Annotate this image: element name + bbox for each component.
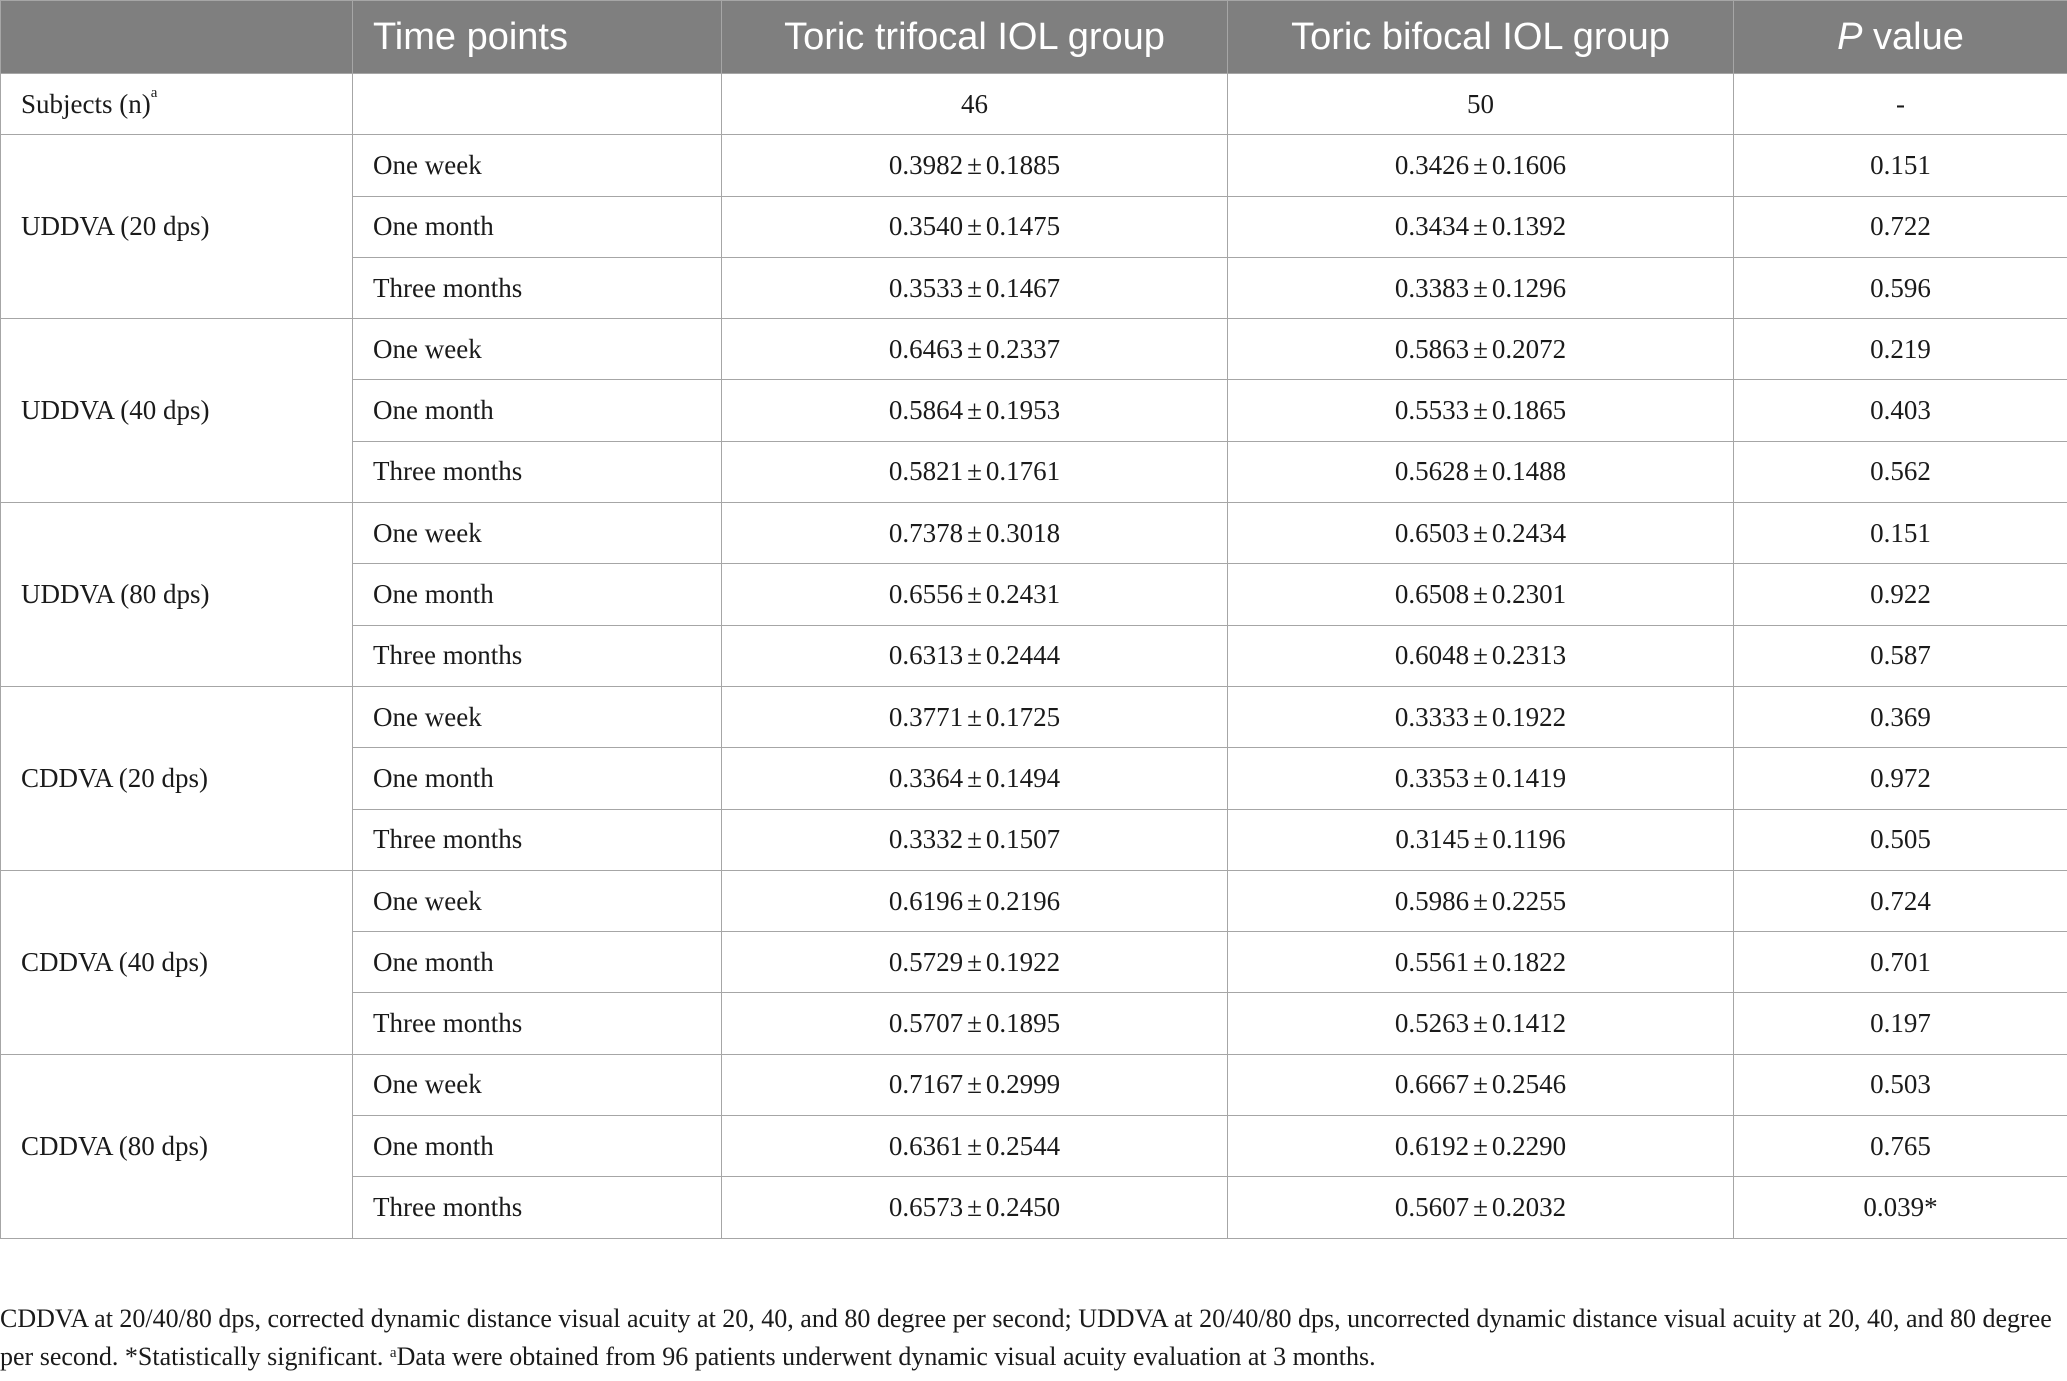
- plus-minus-symbol: ±: [967, 456, 982, 487]
- bifocal-value-cell: [1228, 564, 1734, 625]
- footnote-main: CDDVA at 20/40/80 dps, corrected dynamic distance visual acuity at 20, 40, and 80 degree per second; UDDVA at 20/40/80 dps, uncorrected dynamic distance visual acuity at 20, 40, and 80 degree per second. *Statistically significant.: [0, 1304, 2052, 1371]
- bifocal-sd: 0.1865: [1491, 395, 1567, 426]
- trifocal-mean: 0.7378: [888, 517, 964, 548]
- time-point-cell: One month: [353, 380, 722, 441]
- trifocal-mean: 0.3771: [888, 701, 964, 732]
- table-header: [1, 1, 2067, 74]
- plus-minus-symbol: ±: [1473, 579, 1488, 610]
- trifocal-mean: 0.5821: [888, 456, 964, 487]
- p-value-cell: 0.972: [1734, 748, 2067, 809]
- bifocal-sd: 0.1196: [1492, 824, 1566, 855]
- trifocal-value-cell: [722, 993, 1228, 1054]
- subjects-label-cell: [1, 74, 353, 135]
- p-value-cell: 0.403: [1734, 380, 2067, 441]
- header-row: [1, 1, 2067, 74]
- time-point-cell: Three months: [353, 809, 722, 870]
- plus-minus-symbol: ±: [967, 701, 982, 732]
- bifocal-mean: 0.5863: [1394, 333, 1470, 364]
- p-value-cell: 0.151: [1734, 135, 2067, 196]
- header-time-points: Time points: [353, 1, 722, 74]
- trifocal-mean: 0.6196: [888, 885, 964, 916]
- trifocal-value-cell: [722, 1177, 1228, 1238]
- subjects-bifocal-count: 50: [1228, 74, 1734, 135]
- bifocal-value-cell: [1228, 257, 1734, 318]
- trifocal-value-cell: [722, 625, 1228, 686]
- bifocal-sd: 0.1922: [1491, 701, 1567, 732]
- trifocal-mean: 0.5729: [888, 946, 964, 977]
- time-point-cell: One month: [353, 564, 722, 625]
- subjects-trifocal-count: 46: [722, 74, 1228, 135]
- trifocal-sd: 0.1885: [985, 149, 1061, 180]
- measure-group-label: UDDVA (80 dps): [1, 503, 353, 687]
- bifocal-mean: 0.3145: [1395, 824, 1470, 855]
- p-value-cell: 0.503: [1734, 1054, 2067, 1115]
- trifocal-mean: 0.6463: [888, 333, 964, 364]
- header-trifocal-group: Toric trifocal IOL group: [722, 1, 1228, 74]
- time-point-cell: Three months: [353, 1177, 722, 1238]
- plus-minus-symbol: ±: [1473, 456, 1488, 487]
- time-point-cell: One week: [353, 870, 722, 931]
- bifocal-mean: 0.5628: [1394, 456, 1470, 487]
- plus-minus-symbol: ±: [1473, 1191, 1488, 1222]
- plus-minus-symbol: ±: [967, 272, 982, 303]
- trifocal-value-cell: [722, 1116, 1228, 1177]
- header-p-rest: value: [1862, 15, 1964, 58]
- plus-minus-symbol: ±: [967, 517, 982, 548]
- header-bifocal-group: Toric bifocal IOL group: [1228, 1, 1734, 74]
- time-point-cell: One month: [353, 748, 722, 809]
- trifocal-sd: 0.1494: [985, 762, 1061, 793]
- table-row: [1, 319, 2067, 380]
- plus-minus-symbol: ±: [1473, 824, 1489, 855]
- plus-minus-symbol: ±: [967, 395, 982, 426]
- measure-group-label: UDDVA (40 dps): [1, 319, 353, 503]
- plus-minus-symbol: ±: [967, 946, 982, 977]
- time-point-cell: Three months: [353, 257, 722, 318]
- trifocal-sd: 0.1725: [985, 701, 1061, 732]
- time-point-cell: One week: [353, 686, 722, 747]
- bifocal-value-cell: [1228, 1116, 1734, 1177]
- subjects-label: Subjects (n): [21, 88, 151, 119]
- bifocal-value-cell: [1228, 686, 1734, 747]
- bifocal-mean: 0.3383: [1394, 272, 1470, 303]
- bifocal-sd: 0.1412: [1491, 1008, 1567, 1039]
- bifocal-value-cell: [1228, 809, 1734, 870]
- trifocal-value-cell: [722, 319, 1228, 380]
- trifocal-value-cell: [722, 503, 1228, 564]
- bifocal-sd: 0.1419: [1491, 762, 1567, 793]
- table-row: [1, 503, 2067, 564]
- plus-minus-symbol: ±: [967, 640, 982, 671]
- bifocal-sd: 0.2434: [1491, 517, 1567, 548]
- trifocal-value-cell: [722, 686, 1228, 747]
- trifocal-mean: 0.3364: [888, 762, 964, 793]
- trifocal-sd: 0.1922: [985, 946, 1061, 977]
- plus-minus-symbol: ±: [967, 211, 982, 242]
- measure-group-label: CDDVA (40 dps): [1, 870, 353, 1054]
- trifocal-sd: 0.2450: [985, 1191, 1061, 1222]
- plus-minus-symbol: ±: [967, 333, 982, 364]
- time-point-cell: One week: [353, 135, 722, 196]
- header-p-italic: P: [1837, 15, 1863, 58]
- table-row: [1, 686, 2067, 747]
- plus-minus-symbol: ±: [967, 1191, 982, 1222]
- bifocal-value-cell: [1228, 380, 1734, 441]
- bifocal-mean: 0.3434: [1394, 211, 1470, 242]
- time-point-cell: One week: [353, 319, 722, 380]
- p-value-cell: 0.369: [1734, 686, 2067, 747]
- trifocal-value-cell: [722, 196, 1228, 257]
- header-corner-cell: [1, 1, 353, 74]
- trifocal-sd: 0.1507: [985, 824, 1061, 855]
- bifocal-mean: 0.5263: [1394, 1008, 1470, 1039]
- bifocal-sd: 0.2301: [1491, 579, 1567, 610]
- trifocal-sd: 0.2196: [985, 885, 1061, 916]
- trifocal-sd: 0.2337: [985, 333, 1061, 364]
- bifocal-value-cell: [1228, 319, 1734, 380]
- bifocal-value-cell: [1228, 1177, 1734, 1238]
- plus-minus-symbol: ±: [1473, 517, 1488, 548]
- trifocal-sd: 0.2544: [985, 1130, 1061, 1161]
- bifocal-mean: 0.3333: [1394, 701, 1470, 732]
- bifocal-mean: 0.3353: [1394, 762, 1470, 793]
- table-footnote: [0, 1300, 2060, 1376]
- bifocal-sd: 0.1392: [1491, 211, 1567, 242]
- time-point-cell: One week: [353, 1054, 722, 1115]
- bifocal-mean: 0.5986: [1394, 885, 1470, 916]
- trifocal-mean: 0.6556: [888, 579, 964, 610]
- table-row: [1, 1054, 2067, 1115]
- trifocal-value-cell: [722, 135, 1228, 196]
- bifocal-value-cell: [1228, 932, 1734, 993]
- measure-group-label: CDDVA (20 dps): [1, 686, 353, 870]
- plus-minus-symbol: ±: [1473, 946, 1488, 977]
- trifocal-sd: 0.1475: [985, 211, 1061, 242]
- bifocal-mean: 0.6508: [1394, 579, 1470, 610]
- trifocal-mean: 0.7167: [888, 1069, 964, 1100]
- table-row: [1, 135, 2067, 196]
- trifocal-value-cell: [722, 441, 1228, 502]
- bifocal-mean: 0.5533: [1394, 395, 1470, 426]
- trifocal-value-cell: [722, 257, 1228, 318]
- time-point-cell: One week: [353, 503, 722, 564]
- bifocal-sd: 0.1606: [1491, 149, 1567, 180]
- table-row: [1, 870, 2067, 931]
- p-value-cell: 0.765: [1734, 1116, 2067, 1177]
- footnote-marker-a: a: [150, 84, 158, 101]
- bifocal-mean: 0.6048: [1394, 640, 1470, 671]
- table-body: [1, 74, 2067, 1239]
- p-value-cell: 0.596: [1734, 257, 2067, 318]
- trifocal-mean: 0.3540: [888, 211, 964, 242]
- plus-minus-symbol: ±: [967, 1130, 982, 1161]
- trifocal-mean: 0.3332: [888, 824, 964, 855]
- p-value-cell: 0.197: [1734, 993, 2067, 1054]
- trifocal-sd: 0.1953: [985, 395, 1061, 426]
- bifocal-value-cell: [1228, 441, 1734, 502]
- plus-minus-symbol: ±: [1473, 272, 1488, 303]
- subjects-p-value: -: [1734, 74, 2067, 135]
- trifocal-sd: 0.1761: [985, 456, 1061, 487]
- p-value-cell: 0.724: [1734, 870, 2067, 931]
- bifocal-value-cell: [1228, 135, 1734, 196]
- measure-group-label: UDDVA (20 dps): [1, 135, 353, 319]
- time-point-cell: One month: [353, 196, 722, 257]
- plus-minus-symbol: ±: [967, 762, 982, 793]
- plus-minus-symbol: ±: [1473, 333, 1488, 364]
- bifocal-mean: 0.6192: [1394, 1130, 1470, 1161]
- bifocal-value-cell: [1228, 870, 1734, 931]
- plus-minus-symbol: ±: [967, 149, 982, 180]
- footnote-sup-a: a: [389, 1345, 397, 1361]
- trifocal-value-cell: [722, 932, 1228, 993]
- trifocal-mean: 0.5864: [888, 395, 964, 426]
- bifocal-value-cell: [1228, 625, 1734, 686]
- p-value-cell: 0.505: [1734, 809, 2067, 870]
- p-value-cell: 0.562: [1734, 441, 2067, 502]
- trifocal-mean: 0.6361: [888, 1130, 964, 1161]
- bifocal-mean: 0.5607: [1394, 1191, 1470, 1222]
- trifocal-mean: 0.6313: [888, 640, 964, 671]
- bifocal-mean: 0.5561: [1394, 946, 1470, 977]
- plus-minus-symbol: ±: [1473, 885, 1488, 916]
- plus-minus-symbol: ±: [967, 824, 982, 855]
- time-point-cell: One month: [353, 1116, 722, 1177]
- plus-minus-symbol: ±: [1473, 1069, 1488, 1100]
- p-value-cell: 0.219: [1734, 319, 2067, 380]
- time-point-cell: One month: [353, 932, 722, 993]
- trifocal-sd: 0.1895: [985, 1008, 1061, 1039]
- trifocal-sd: 0.2444: [985, 640, 1061, 671]
- bifocal-sd: 0.1488: [1491, 456, 1567, 487]
- bifocal-value-cell: [1228, 503, 1734, 564]
- plus-minus-symbol: ±: [967, 1069, 982, 1100]
- trifocal-value-cell: [722, 809, 1228, 870]
- plus-minus-symbol: ±: [1473, 149, 1488, 180]
- footnote-tail: Data were obtained from 96 patients underwent dynamic visual acuity evaluation at 3 months.: [396, 1342, 1376, 1371]
- trifocal-sd: 0.2431: [985, 579, 1061, 610]
- trifocal-value-cell: [722, 748, 1228, 809]
- bifocal-mean: 0.6667: [1394, 1069, 1470, 1100]
- bifocal-mean: 0.3426: [1394, 149, 1470, 180]
- trifocal-value-cell: [722, 870, 1228, 931]
- plus-minus-symbol: ±: [1473, 762, 1488, 793]
- plus-minus-symbol: ±: [1473, 395, 1488, 426]
- bifocal-sd: 0.2255: [1491, 885, 1567, 916]
- bifocal-value-cell: [1228, 993, 1734, 1054]
- trifocal-mean: 0.3533: [888, 272, 964, 303]
- p-value-cell: 0.151: [1734, 503, 2067, 564]
- time-point-cell: Three months: [353, 993, 722, 1054]
- plus-minus-symbol: ±: [967, 579, 982, 610]
- p-value-cell: 0.701: [1734, 932, 2067, 993]
- p-value-cell: 0.587: [1734, 625, 2067, 686]
- plus-minus-symbol: ±: [1473, 1130, 1488, 1161]
- plus-minus-symbol: ±: [1473, 701, 1488, 732]
- bifocal-sd: 0.2072: [1491, 333, 1567, 364]
- plus-minus-symbol: ±: [1473, 640, 1488, 671]
- trifocal-mean: 0.3982: [888, 149, 964, 180]
- bifocal-sd: 0.2290: [1491, 1130, 1567, 1161]
- p-value-cell: 0.039*: [1734, 1177, 2067, 1238]
- trifocal-sd: 0.3018: [985, 517, 1061, 548]
- plus-minus-symbol: ±: [1473, 1008, 1488, 1039]
- bifocal-sd: 0.1296: [1491, 272, 1567, 303]
- subjects-row: [1, 74, 2067, 135]
- p-value-cell: 0.922: [1734, 564, 2067, 625]
- bifocal-value-cell: [1228, 748, 1734, 809]
- trifocal-value-cell: [722, 564, 1228, 625]
- bifocal-value-cell: [1228, 1054, 1734, 1115]
- plus-minus-symbol: ±: [967, 885, 982, 916]
- trifocal-sd: 0.2999: [985, 1069, 1061, 1100]
- trifocal-mean: 0.5707: [888, 1008, 964, 1039]
- subjects-time-cell: [353, 74, 722, 135]
- trifocal-value-cell: [722, 380, 1228, 441]
- bifocal-sd: 0.2032: [1491, 1191, 1567, 1222]
- bifocal-sd: 0.2313: [1491, 640, 1567, 671]
- bifocal-value-cell: [1228, 196, 1734, 257]
- bifocal-mean: 0.6503: [1394, 517, 1470, 548]
- header-p-value: [1734, 1, 2067, 74]
- trifocal-sd: 0.1467: [985, 272, 1061, 303]
- plus-minus-symbol: ±: [1473, 211, 1488, 242]
- plus-minus-symbol: ±: [967, 1008, 982, 1039]
- trifocal-value-cell: [722, 1054, 1228, 1115]
- time-point-cell: Three months: [353, 625, 722, 686]
- bifocal-sd: 0.2546: [1491, 1069, 1567, 1100]
- trifocal-mean: 0.6573: [888, 1191, 964, 1222]
- bifocal-sd: 0.1822: [1491, 946, 1567, 977]
- time-point-cell: Three months: [353, 441, 722, 502]
- p-value-cell: 0.722: [1734, 196, 2067, 257]
- measure-group-label: CDDVA (80 dps): [1, 1054, 353, 1238]
